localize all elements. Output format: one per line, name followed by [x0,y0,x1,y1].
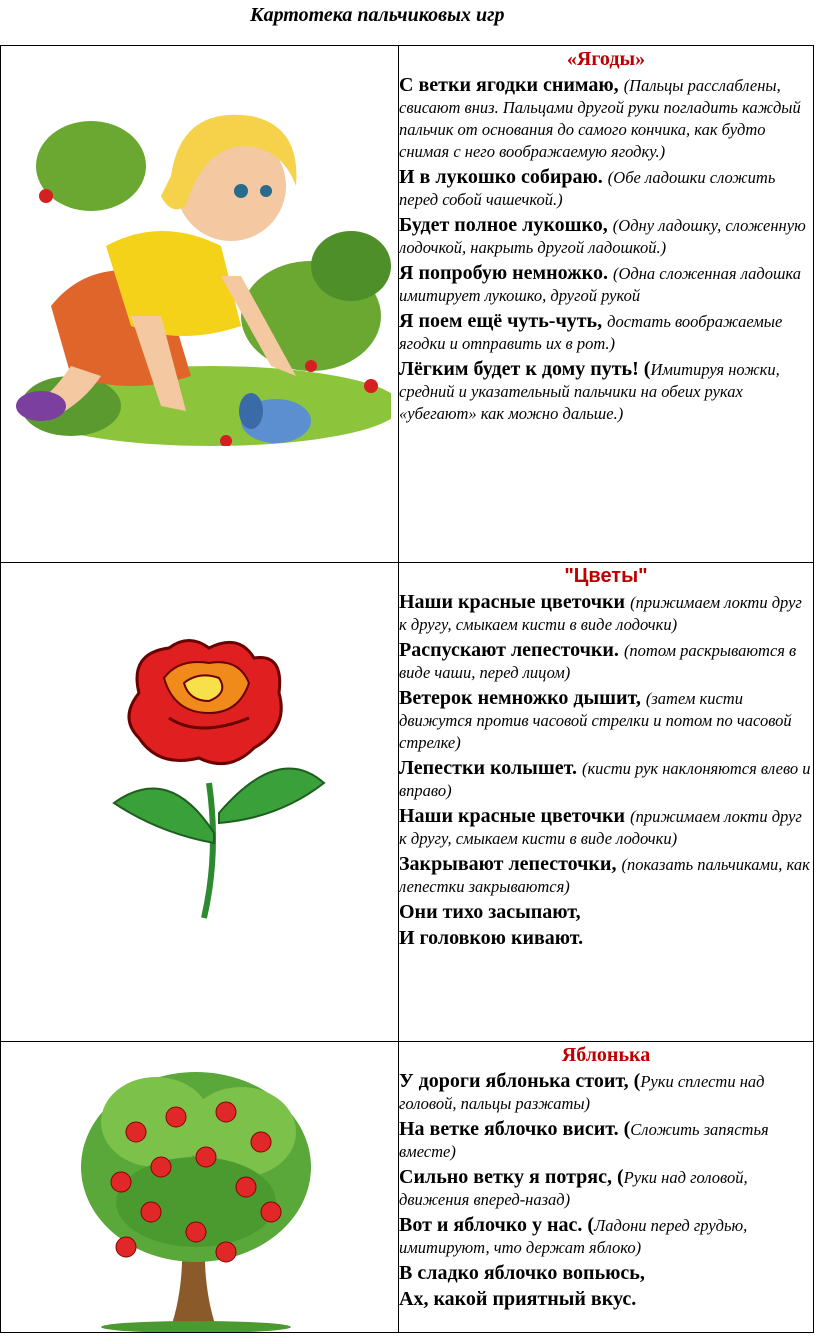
instruction-text: (Одну ладошку, сложенную лодочкой, накрыть другой ладошкой.) [399,216,806,257]
card-text-cell [399,46,814,563]
verse-line [399,1215,813,1259]
verse-text: Лепестки колышет. [399,757,582,779]
verse-text: Я попробую немножко. [399,262,613,284]
instruction-text: (Обе ладошки сложить перед собой чашечкой.) [399,168,776,209]
red-flower-illustration [109,633,329,923]
card-text-cell [399,1042,814,1333]
verse-text: Сильно ветку я потряс, ( [399,1166,624,1188]
instruction-text: (Одна сложенная ладошка имитирует лукошко, другой рукой [399,264,801,305]
instruction-text: достать воображаемые ягодки и отправить их в рот.) [399,312,783,353]
card-picture-cell [1,1042,399,1333]
document-title: Картотека пальчиковых игр [250,4,505,26]
game-title-apple-tree: Яблонька [561,1044,651,1066]
verse-text: Ах, какой приятный вкус. [399,1288,637,1310]
instruction-text: (прижимаем локти друг к другу, смыкаем кисти в виде лодочки) [399,593,802,634]
verse-text: И головкою кивают. [399,927,584,949]
card-flowers [1,563,814,1042]
verse-text: Ветерок немножко дышит, [399,687,646,709]
verse-line [399,640,813,684]
game-title-flowers: "Цветы" [564,565,648,587]
verse-line [399,1263,813,1285]
verse-text: В сладко яблочко вопьюсь, [399,1262,645,1284]
verse-line [399,1119,813,1163]
verse-line [399,806,813,850]
verse-text: Лёгким будет к дому путь! ( [399,358,651,380]
verse-text: У дороги яблонька стоит, ( [399,1070,641,1092]
card-berries [1,46,814,563]
verse-line [399,1289,813,1311]
verse-line [399,215,813,259]
verse-line [399,1167,813,1211]
verse-text: И в лукошко собираю. [399,166,608,188]
girl-picking-berries-illustration [11,76,391,446]
instruction-text: Имитируя ножки, средний и указательный пальчики на обеих руках «убегают» как можно дальше.) [399,360,780,423]
verse-text: На ветке яблочко висит. ( [399,1118,631,1140]
instruction-text: Сложить запястья вместе) [399,1120,769,1161]
verse-text: Вот и яблочко у нас. ( [399,1214,595,1236]
instruction-text: (кисти рук наклоняются влево и вправо) [399,759,811,800]
instruction-text: Ладони перед грудью, имитируют, что держат яблоко) [399,1216,748,1257]
verse-line [399,928,813,950]
verse-line [399,167,813,211]
verse-text: Будет полное лукошко, [399,214,613,236]
verse-line [399,592,813,636]
card-picture-cell [1,46,399,563]
verse-line [399,75,813,163]
card-picture-cell [1,563,399,1042]
game-title-berries: «Ягоды» [566,48,646,70]
verse-line [399,311,813,355]
verse-line [399,1071,813,1115]
verse-text: Наши красные цветочки [399,591,631,613]
verse-line [399,854,813,898]
instruction-text: (показать пальчиками, как лепестки закрываются) [399,855,810,896]
verse-line [399,758,813,802]
verse-text: С ветки ягодки снимаю, [399,74,624,96]
verse-line [399,688,813,754]
card-text-cell [399,563,814,1042]
verse-line [399,263,813,307]
instruction-text: (потом раскрываются в виде чаши, перед лицом) [399,641,797,682]
instruction-text: (Пальцы расслаблены, свисают вниз. Пальцами другой руки погладить каждый пальчик от основания до самого кончика, как будто снимая с него воображаемую ягодку.) [399,76,801,161]
verse-line [399,359,813,425]
apple-tree-illustration [76,1052,316,1332]
instruction-text: (затем кисти движутся против часовой стрелки и потом по часовой стрелке) [399,689,792,752]
instruction-text: Руки сплести над головой, пальцы разжаты) [399,1072,765,1113]
verse-text: Я поем ещё чуть-чуть, [399,310,608,332]
verse-text: Наши красные цветочки [399,805,631,827]
verse-text: Распускают лепесточки. [399,639,624,661]
verse-line [399,902,813,924]
verse-text: Они тихо засыпают, [399,901,581,923]
verse-text: Закрывают лепесточки, [399,853,622,875]
card-apple-tree [1,1042,814,1333]
game-cards-table [0,45,814,1333]
instruction-text: (прижимаем локти друг к другу, смыкаем кисти в виде лодочки) [399,807,802,848]
instruction-text: Руки над головой, движения вперед-назад) [399,1168,748,1209]
